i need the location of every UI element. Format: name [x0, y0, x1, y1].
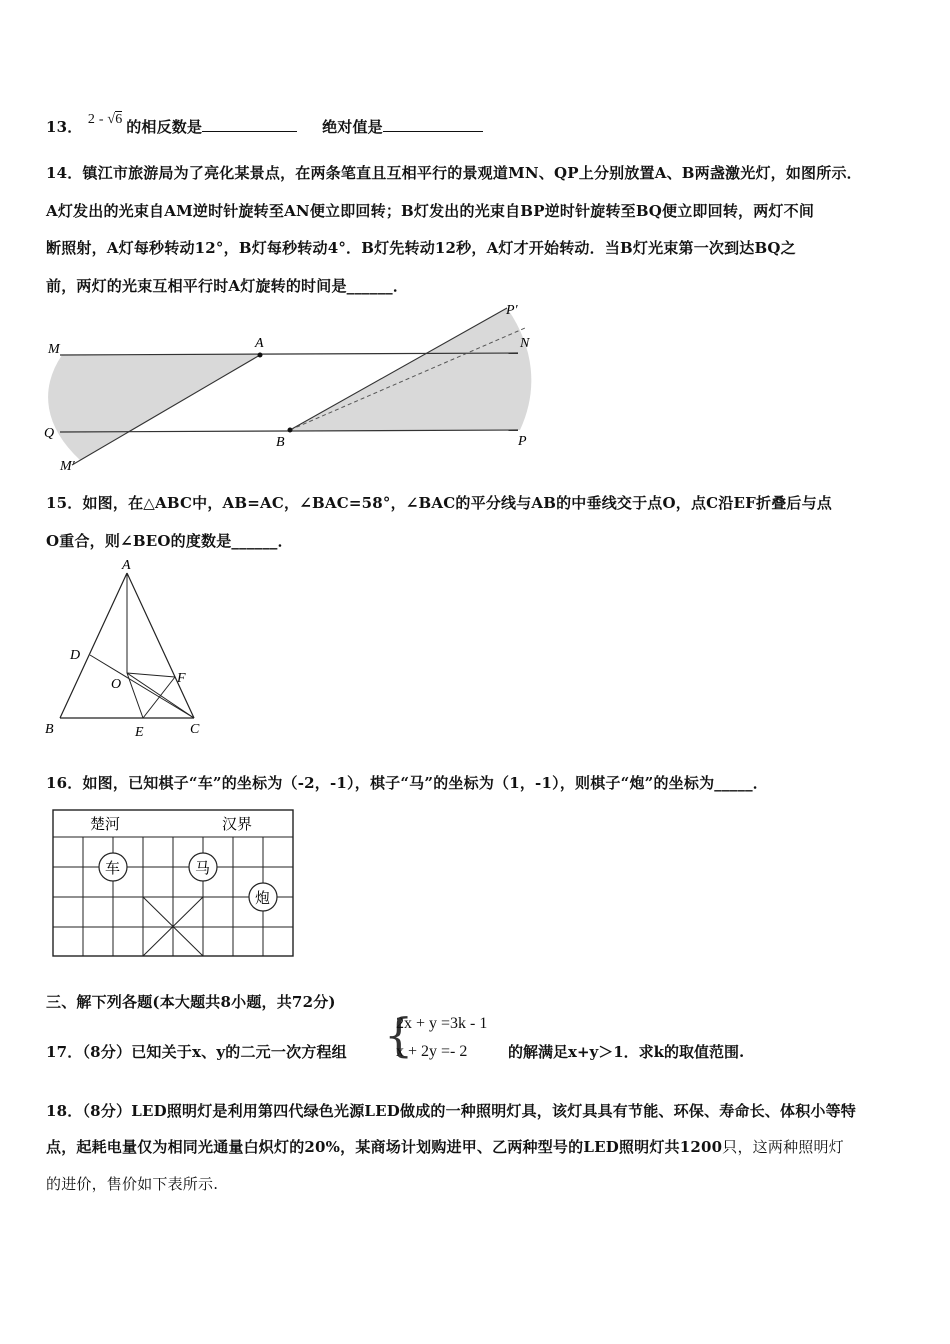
- q14-label-q: Q: [44, 426, 55, 441]
- q16-piece-ma-label: 马: [195, 861, 211, 877]
- q13-expr-prefix: 2 -: [87, 112, 108, 127]
- q15-label-f: F: [177, 671, 186, 686]
- q13-blank-absolute[interactable]: [383, 117, 483, 132]
- q14-label-a: A: [255, 336, 264, 351]
- q16-line1: 16．如图，已知棋子“车”的坐标为（-2，-1），棋子“马”的坐标为（1，-1），则棋子“炮”的坐标为_____．: [46, 774, 768, 792]
- q18-line2: [46, 1136, 844, 1157]
- q18-line2-normal: 只，这两种照明灯: [722, 1138, 844, 1156]
- q16-piece-ma: [189, 853, 217, 881]
- q15-segment-of: [127, 673, 175, 677]
- q13-number: 13．: [46, 118, 83, 136]
- q14-line3: 断照射，A灯每秒转动12°，B灯每秒转动4°．B灯先转动12秒，A灯才开始转动．当B灯光束第一次到达BQ之: [46, 239, 796, 257]
- q15-label-d: D: [70, 648, 81, 663]
- q16-piece-che-label: 车: [105, 861, 121, 877]
- q14-a-beam-region-arc: [48, 355, 260, 460]
- q14-line1: 14．镇江市旅游局为了亮化某景点，在两条笔直且互相平行的景观道MN、QP上分别放置A、B两盏激光灯，如图所示．: [46, 164, 862, 182]
- q14-line4: 前，两灯的光束互相平行时A灯旋转的时间是______．: [46, 277, 409, 295]
- q14-label-b: B: [276, 435, 285, 450]
- q13-sqrt-sign: √: [107, 112, 116, 127]
- q15-side-ab: [60, 573, 127, 718]
- q18-line2-bold: 点，起耗电量仅为相同光通量白炽灯的20%，某商场计划购进甲、乙两种型号的LED照明灯共1200: [46, 1138, 723, 1156]
- q13-line: [46, 112, 483, 137]
- q15-line1: 15．如图，在△ABC中，AB=AC，∠BAC=58°，∠BAC的平分线与AB的中垂线交于点O，点C沿EF折叠后与点: [46, 494, 832, 512]
- q18-line3: 的进价，售价如下表所示.: [46, 1175, 219, 1193]
- q14-label-p: P: [518, 434, 527, 449]
- q14-line2: A灯发出的光束自AM逆时针旋转至AN便立即回转；B灯发出的光束自BP逆时针旋转至BQ便立即回转，两灯不间: [46, 202, 815, 220]
- q15-line2: O重合，则∠BEO的度数是______．: [46, 532, 293, 550]
- q15-figure: [40, 555, 220, 745]
- q16-river-left: 楚河: [90, 817, 121, 833]
- q13-text-a: 的相反数是: [126, 118, 203, 136]
- q16-piece-pao-label: 炮: [255, 891, 271, 907]
- q17-eq1: 2x + y =3k - 1: [396, 1015, 488, 1032]
- q13-expression: [88, 112, 126, 127]
- q16-chess-board: [50, 808, 296, 960]
- q14-b-beam-region: [290, 308, 531, 430]
- q14-point-b: [288, 428, 293, 433]
- q13-blank-opposite[interactable]: [202, 117, 297, 132]
- q14-label-p-prime: P′: [506, 303, 518, 318]
- q16-piece-che: [99, 853, 127, 881]
- q16-piece-pao: [249, 883, 277, 911]
- q15-segment-dc: [90, 655, 194, 718]
- q17-brace: {: [384, 1008, 414, 1062]
- q14-label-n: N: [520, 336, 530, 351]
- q15-label-c: C: [190, 722, 200, 737]
- q15-segment-ef: [143, 677, 175, 718]
- q14-label-m: M: [48, 342, 60, 357]
- q14-figure: [40, 300, 540, 475]
- q16-river-right: 汉界: [222, 817, 253, 833]
- q13-text-b: 绝对值是: [322, 118, 383, 136]
- section3-title: 三、解下列各题(本大题共8小题，共72分): [46, 993, 336, 1011]
- q15-label-b: B: [45, 722, 54, 737]
- q18-line1: 18．（8分）LED照明灯是利用第四代绿色光源LED做成的一种照明灯具，该灯具具有节能、环保、寿命长、体积小等特: [46, 1102, 856, 1120]
- q14-point-a: [258, 353, 263, 358]
- q17-suffix: 的解满足x+y＞1．求k的取值范围.: [508, 1043, 745, 1061]
- q15-label-a: A: [122, 558, 131, 573]
- q14-label-m-prime: M′: [60, 459, 75, 474]
- q15-segment-oe: [127, 673, 143, 718]
- q17-eq2: x + 2y =- 2: [396, 1043, 468, 1060]
- q15-label-o: O: [111, 677, 122, 692]
- q15-label-e: E: [135, 725, 144, 740]
- q17-prefix: 17．（8分）已知关于x、y的二元一次方程组: [46, 1043, 347, 1061]
- q13-radicand: 6: [115, 112, 123, 127]
